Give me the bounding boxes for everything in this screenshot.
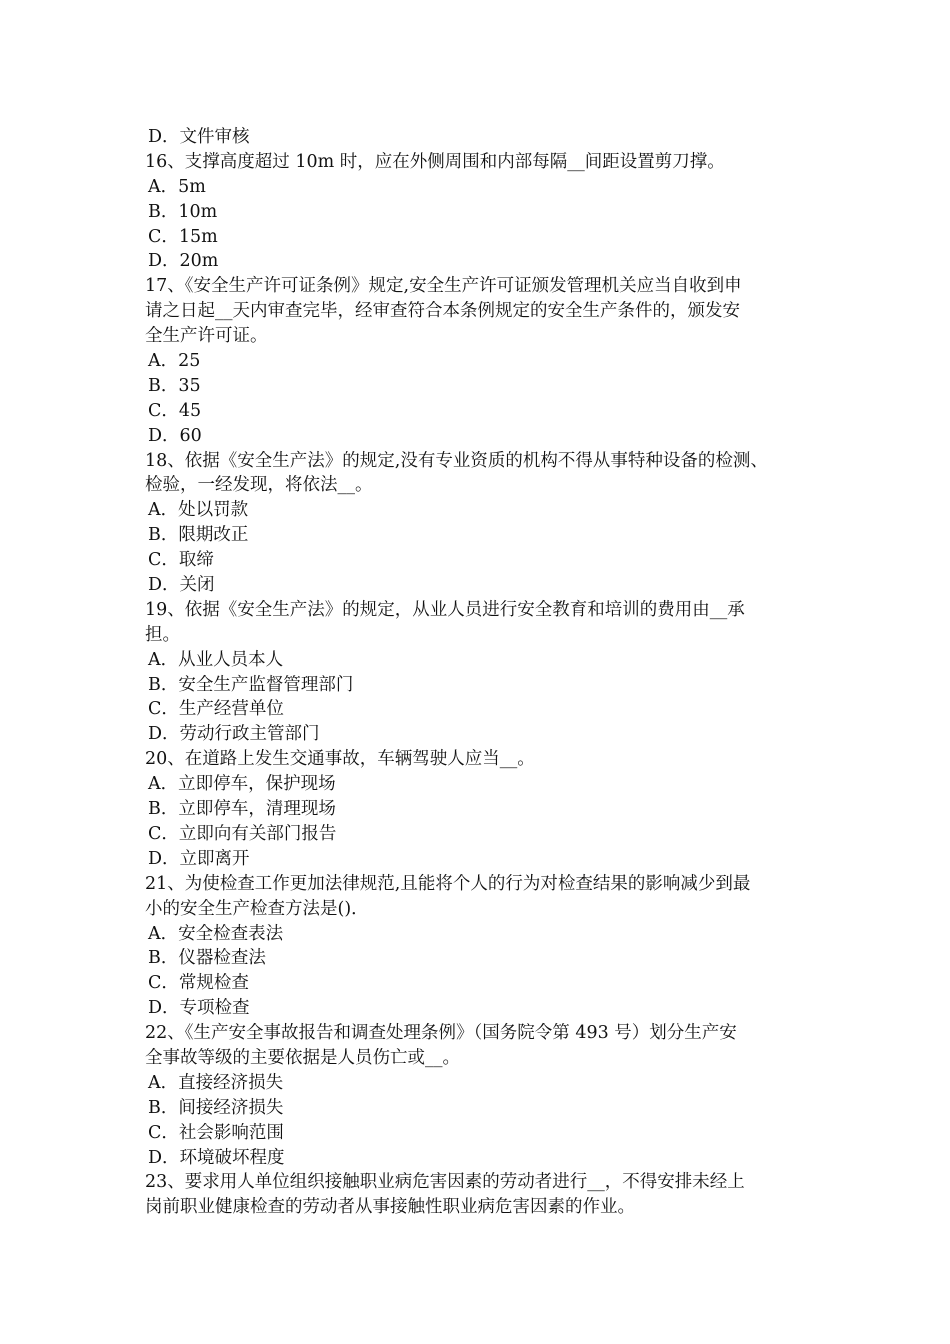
answer-option: B．安全生产监督管理部门	[148, 674, 354, 695]
answer-option: D．环境破坏程度	[148, 1147, 285, 1168]
answer-option: C．立即向有关部门报告	[148, 823, 337, 844]
answer-option: D．立即离开	[148, 848, 250, 869]
question-text-line: 19、依据《安全生产法》的规定，从业人员进行安全教育和培训的费用由__承	[145, 599, 745, 620]
question-text-line: 17、《安全生产许可证条例》规定,安全生产许可证颁发管理机关应当自收到申	[145, 276, 742, 297]
question-text-line: 21、为使检查工作更加法律规范,且能将个人的行为对检查结果的影响减少到最	[145, 873, 751, 894]
question-text-line: 全生产许可证。	[145, 326, 268, 347]
question-text-line: 担。	[145, 624, 180, 645]
answer-option: A．25	[148, 351, 201, 372]
answer-option: C．15m	[148, 226, 218, 247]
answer-option: C．生产经营单位	[148, 699, 284, 720]
answer-option: A．立即停车，保护现场	[148, 774, 336, 795]
answer-option: D．劳动行政主管部门	[148, 724, 320, 745]
question-text-line: 22、《生产安全事故报告和调查处理条例》（国务院令第 493 号）划分生产安	[145, 1023, 737, 1044]
question-text-line: 20、在道路上发生交通事故，车辆驾驶人应当__。	[145, 749, 535, 770]
document-body	[145, 125, 820, 1220]
answer-option: C．常规检查	[148, 973, 249, 994]
answer-option: D．文件审核	[148, 127, 250, 147]
answer-option: B．10m	[148, 201, 218, 222]
answer-option: B．仪器检查法	[148, 948, 266, 969]
answer-option: D．60	[148, 425, 202, 446]
answer-option: B．限期改正	[148, 525, 249, 546]
question-text-line: 请之日起__天内审查完毕，经审查符合本条例规定的安全生产条件的，颁发安	[145, 301, 740, 322]
question-text-line: 23、要求用人单位组织接触职业病危害因素的劳动者进行__，不得安排未经上	[145, 1172, 745, 1193]
answer-option: B．间接经济损失	[148, 1097, 284, 1118]
answer-option: A．从业人员本人	[148, 649, 284, 670]
answer-option: C．45	[148, 400, 202, 421]
answer-option: C．取缔	[148, 550, 214, 571]
question-text-line: 小的安全生产检查方法是()．	[145, 898, 369, 919]
answer-option: D．关闭	[148, 575, 215, 596]
question-text-line: 岗前职业健康检查的劳动者从事接触性职业病危害因素的作业。	[145, 1197, 635, 1218]
answer-option: D．20m	[148, 251, 219, 272]
answer-option: C．社会影响范围	[148, 1122, 284, 1143]
answer-option: A．处以罚款	[148, 500, 249, 521]
answer-option: D．专项检查	[148, 998, 250, 1019]
answer-option: B．立即停车，清理现场	[148, 799, 336, 820]
answer-option: A．安全检查表法	[148, 923, 284, 944]
question-text-line: 16、支撑高度超过 10m 时，应在外侧周围和内部每隔__间距设置剪刀撑。	[145, 151, 725, 172]
question-text-line: 全事故等级的主要依据是人员伤亡或__。	[145, 1047, 460, 1068]
question-text-line: 18、依据《安全生产法》的规定,没有专业资质的机构不得从事特种设备的检测、	[145, 450, 768, 471]
answer-option: B．35	[148, 375, 201, 396]
question-text-line: 检验，一经发现，将依法__。	[145, 475, 373, 496]
answer-option: A．5m	[148, 176, 206, 197]
answer-option: A．直接经济损失	[148, 1072, 284, 1093]
